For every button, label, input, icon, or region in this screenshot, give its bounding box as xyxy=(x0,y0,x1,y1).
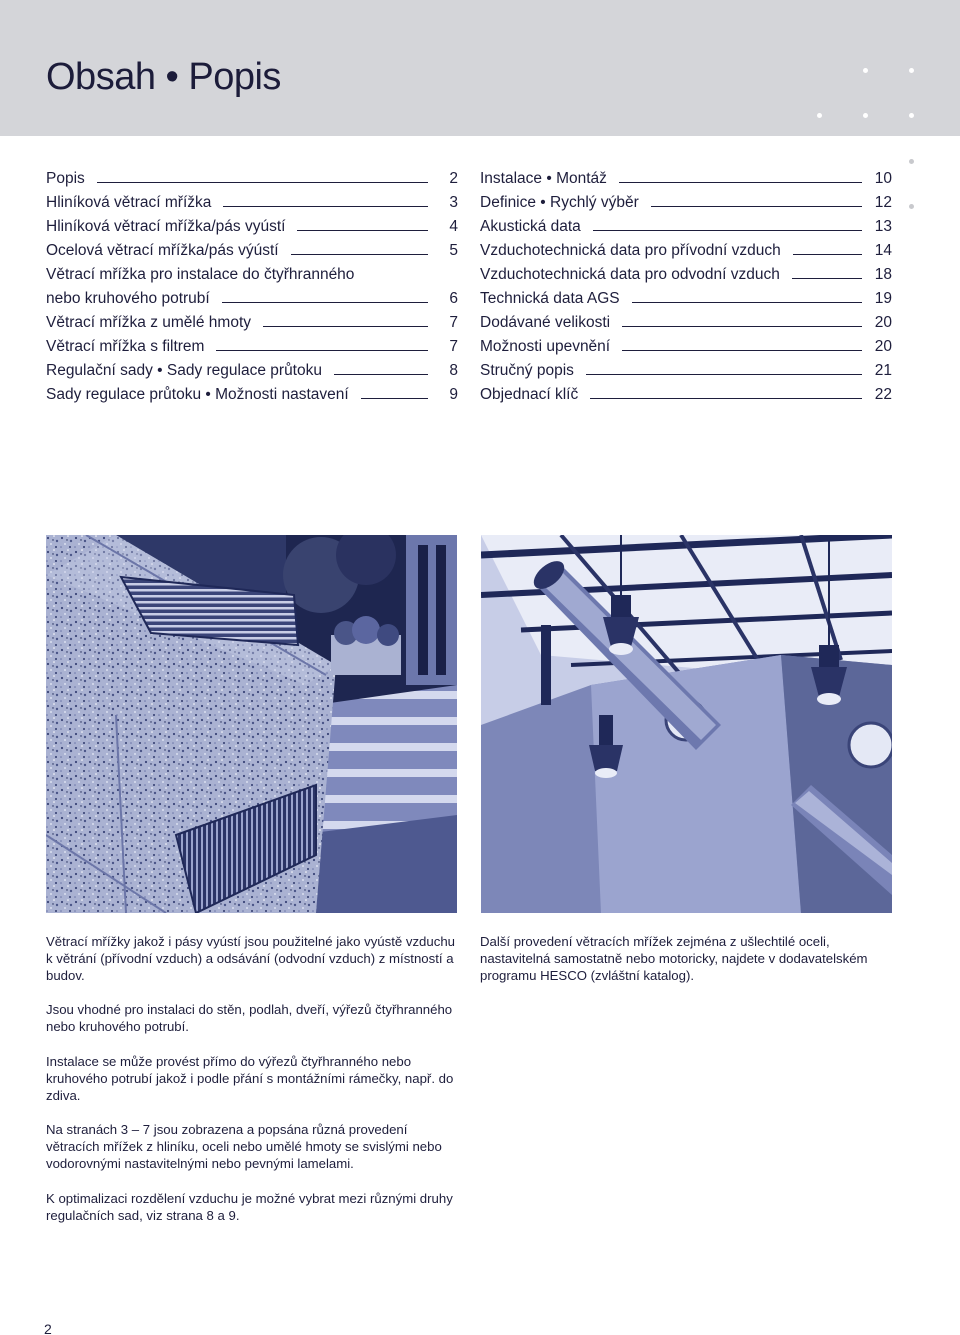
toc-page: 18 xyxy=(874,266,892,283)
toc-label: Regulační sady • Sady regulace průtoku xyxy=(46,362,322,379)
toc-label: nebo kruhového potrubí xyxy=(46,290,210,307)
toc-row[interactable] xyxy=(46,188,458,212)
photo-granite-wall-grilles xyxy=(46,535,457,913)
toc-label: Popis xyxy=(46,170,85,187)
toc-label: Dodávané velikosti xyxy=(480,314,611,331)
toc-row[interactable] xyxy=(46,260,458,284)
toc-row[interactable] xyxy=(46,284,458,308)
toc-leader xyxy=(216,350,428,351)
toc-leader xyxy=(622,350,862,351)
toc-row[interactable] xyxy=(46,308,458,332)
toc-row[interactable] xyxy=(480,164,892,188)
paragraph: Jsou vhodné pro instalaci do stěn, podlah, dveří, výřezů čtyřhranného nebo kruhového potrubí. xyxy=(46,1002,453,1034)
toc-leader xyxy=(222,302,428,303)
paragraph: Větrací mřížky jakož i pásy vyústí jsou použitelné jako vyústě vzduchu k větrání (přívodní vzduch) a odsávání (odvodní vzduch) z místností a budov. xyxy=(46,934,455,983)
toc-label: Hliníková větrací mřížka xyxy=(46,194,212,211)
toc-label: Větrací mřížka pro instalace do čtyřhranného xyxy=(46,266,355,283)
toc-label: Technická data AGS xyxy=(480,290,620,307)
toc-page: 12 xyxy=(874,194,892,211)
toc-leader xyxy=(622,326,862,327)
page-header xyxy=(0,0,960,136)
toc-page: 20 xyxy=(874,338,892,355)
toc-page: 14 xyxy=(874,242,892,259)
toc-left-column xyxy=(46,164,458,404)
toc-page: 19 xyxy=(874,290,892,307)
toc-page: 3 xyxy=(449,194,458,211)
toc-label: Hliníková větrací mřížka/pás vyústí xyxy=(46,218,286,235)
toc-page: 5 xyxy=(449,242,458,259)
toc-page: 8 xyxy=(449,362,458,379)
body-text-left xyxy=(46,1053,458,1104)
toc-label: Stručný popis xyxy=(480,362,574,379)
toc-leader xyxy=(793,254,862,255)
toc-leader xyxy=(632,302,862,303)
toc-page: 9 xyxy=(449,386,458,403)
body-text-left xyxy=(46,1001,458,1035)
paragraph: Na stranách 3 – 7 jsou zobrazena a popsána různá provedení větracích mřížek z hliníku, oceli nebo umělé hmoty se svislými nebo vodorovnými nastavitelnými nebo pevnými lamelami. xyxy=(46,1122,442,1171)
toc-label: Vzduchotechnická data pro přívodní vzduch xyxy=(480,242,781,259)
toc-row[interactable] xyxy=(480,284,892,308)
toc-right-column xyxy=(480,164,892,404)
decorative-dot-icon xyxy=(909,113,914,118)
toc-leader xyxy=(366,278,428,279)
toc-leader xyxy=(297,230,428,231)
toc-leader xyxy=(263,326,428,327)
toc-label: Větrací mřížka s filtrem xyxy=(46,338,205,355)
toc-leader xyxy=(223,206,428,207)
paragraph: Další provedení větracích mřížek zejména z ušlechtilé oceli, nastavitelná samostatně nebo motoricky, najdete v dodavatelském programu HESCO (zvláštní katalog). xyxy=(480,934,868,983)
toc-leader xyxy=(334,374,428,375)
body-text-left xyxy=(46,1190,458,1224)
body-text-right xyxy=(480,933,892,984)
decorative-dot-icon xyxy=(909,204,914,209)
toc-page: 20 xyxy=(874,314,892,331)
toc-row[interactable] xyxy=(46,236,458,260)
toc-label: Vzduchotechnická data pro odvodní vzduch xyxy=(480,266,780,283)
toc-leader xyxy=(619,182,862,183)
toc-row[interactable] xyxy=(480,356,892,380)
toc-label: Ocelová větrací mřížka/pás výústí xyxy=(46,242,279,259)
toc-label: Akustická data xyxy=(480,218,581,235)
page-number: 2 xyxy=(44,1321,52,1335)
toc-row[interactable] xyxy=(480,236,892,260)
toc-leader xyxy=(291,254,428,255)
toc-row[interactable] xyxy=(480,332,892,356)
toc-label: Možnosti upevnění xyxy=(480,338,611,355)
toc-page: 4 xyxy=(449,218,458,235)
toc-page: 7 xyxy=(449,338,458,355)
toc-label: Větrací mřížka z umělé hmoty xyxy=(46,314,252,331)
toc-page: 21 xyxy=(874,362,892,379)
paragraph: K optimalizaci rozdělení vzduchu je možné vybrat mezi různými druhy regulačních sad, viz strana 8 a 9. xyxy=(46,1191,453,1223)
toc-label: Sady regulace průtoku • Možnosti nastavení xyxy=(46,386,349,403)
toc-row[interactable] xyxy=(46,380,458,404)
toc-page: 2 xyxy=(449,170,458,187)
toc-row[interactable] xyxy=(480,308,892,332)
toc-page: 13 xyxy=(874,218,892,235)
photo-glass-roof-ducts xyxy=(481,535,892,913)
body-text-left xyxy=(46,933,458,984)
toc-page: 6 xyxy=(449,290,458,307)
toc-page: 22 xyxy=(874,386,892,403)
decorative-dot-icon xyxy=(817,113,822,118)
toc-label: Definice • Rychlý výběr xyxy=(480,194,639,211)
toc-row[interactable] xyxy=(46,356,458,380)
toc-row[interactable] xyxy=(480,260,892,284)
toc-leader xyxy=(586,374,862,375)
toc-leader xyxy=(590,398,862,399)
toc-row[interactable] xyxy=(46,212,458,236)
toc-leader xyxy=(361,398,428,399)
body-text-left xyxy=(46,1121,458,1172)
toc-leader xyxy=(97,182,428,183)
toc-row[interactable] xyxy=(480,380,892,404)
decorative-dot-icon xyxy=(909,68,914,73)
decorative-dot-icon xyxy=(909,159,914,164)
toc-leader xyxy=(792,278,862,279)
page-title: Obsah • Popis xyxy=(46,56,281,98)
decorative-dot-icon xyxy=(863,113,868,118)
toc-label: Instalace • Montáž xyxy=(480,170,607,187)
toc-row[interactable] xyxy=(480,188,892,212)
decorative-dot-icon xyxy=(863,68,868,73)
toc-leader xyxy=(651,206,862,207)
toc-row[interactable] xyxy=(46,332,458,356)
toc-page: 7 xyxy=(449,314,458,331)
toc-row[interactable] xyxy=(480,212,892,236)
toc-row[interactable] xyxy=(46,164,458,188)
toc-leader xyxy=(593,230,862,231)
toc-label: Objednací klíč xyxy=(480,386,579,403)
paragraph: Instalace se může provést přímo do výřezů čtyřhranného nebo kruhového potrubí jakož i podle přání s montážními rámečky, např. do zdiva. xyxy=(46,1054,454,1103)
toc-page: 10 xyxy=(874,170,892,187)
